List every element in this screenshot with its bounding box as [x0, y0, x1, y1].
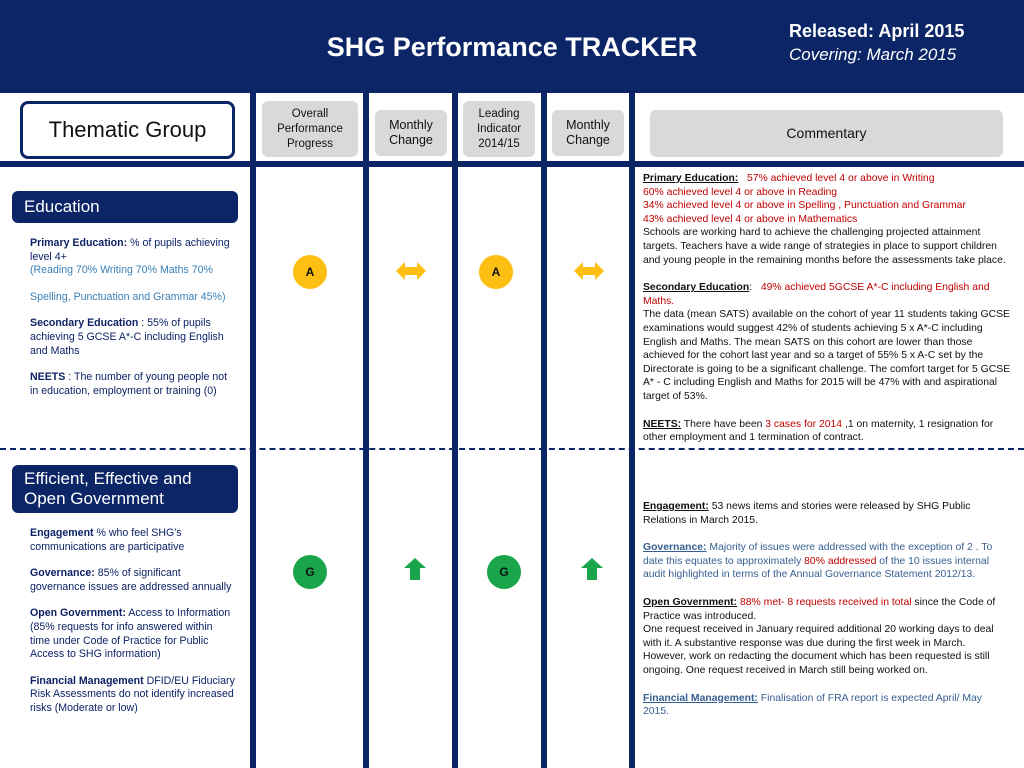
commentary-header: Commentary — [650, 110, 1003, 157]
government-measures — [30, 527, 235, 716]
education-commentary — [643, 172, 1013, 445]
page-title: SHG Performance TRACKER — [326, 32, 698, 62]
secondary-commentary: Secondary Education: 49% achieved 5GCSE A*-C including English and Maths. — [643, 282, 990, 307]
neets-commentary: NEETS: There have been 3 cases for 2014 ,1 on maternity, 1 resignation for other employment and 1 termination of contract. — [643, 418, 994, 444]
leading-rating-badge: A — [479, 255, 513, 289]
governance-commentary: Governance: Majority of issues were addressed with the exception of 2 . To date this equates to approximately 80% addressed of the 10 issues internal audit highlighted in terms of the Annual Governance Statement 2012/13. — [643, 542, 993, 581]
column-divider — [363, 93, 369, 768]
government-commentary — [643, 500, 1008, 719]
engagement-measure: Engagement % who feel SHG's communications are participative — [30, 527, 185, 553]
open-government-measure: Open Government: Access to Information (85% requests for info answered within time under Code of Practice for Public Access to SHG information) — [30, 607, 231, 661]
double-arrow-icon — [396, 261, 426, 286]
monthly-change-header: Monthly Change — [375, 110, 447, 156]
neets-measure: NEETS : The number of young people not in education, employment or training (0) — [30, 371, 228, 397]
financial-measure: Financial Management DFID/EU Fiduciary Risk Assessments do not identify increased risks (Moderate or low) — [30, 674, 235, 714]
governance-measure: Governance: 85% of significant governance issues are addressed annually — [30, 567, 232, 593]
government-heading: Efficient, Effective and Open Government — [12, 465, 238, 513]
up-arrow-icon — [581, 558, 603, 585]
primary-maths: 43% achieved level 4 or above in Mathematics — [643, 213, 858, 225]
education-measures — [30, 237, 235, 398]
released-date: Released: April 2015 — [789, 21, 965, 41]
section-separator — [0, 448, 1024, 450]
leading-indicator-header: Leading Indicator 2014/15 — [463, 101, 535, 157]
overall-rating-badge: A — [293, 255, 327, 289]
up-arrow-icon — [404, 558, 426, 585]
open-government-body: One request received in January required additional 20 working days to deal with it. A substantive response was due during the first week in March. However, work on redacting the document which has been requested is still ongoing. One request received in March still being worked on. — [643, 624, 994, 676]
column-divider — [541, 93, 547, 768]
primary-body: Schools are working hard to achieve the challenging projected attainment targets. Teachers have a wide range of strategies in place to support children and young people in the remaining months before the assessments take place. — [643, 227, 1006, 266]
overall-progress-header: Overall Performance Progress — [262, 101, 358, 157]
engagement-commentary: Engagement: 53 news items and stories were released by SHG Public Relations in March 2015. — [643, 501, 971, 526]
open-government-commentary: Open Government: 88% met- 8 requests received in total since the Code of Practice was introduced. — [643, 596, 996, 622]
secondary-measure: Secondary Education : 55% of pupils achieving 5 GCSE A*-C including English and Maths — [30, 317, 224, 357]
primary-subjects: (Reading 70% Writing 70% Maths 70% — [30, 264, 213, 277]
covering-period: Covering: March 2015 — [789, 45, 957, 64]
primary-measure: Primary Education: % of pupils achieving level 4+ — [30, 237, 230, 263]
primary-spag: 34% achieved level 4 or above in Spelling , Punctuation and Grammar — [643, 200, 966, 212]
monthly-change-header: Monthly Change — [552, 110, 624, 156]
education-heading: Education — [12, 191, 238, 223]
row-divider — [0, 161, 1024, 167]
column-divider — [452, 93, 458, 768]
primary-reading: 60% achieved level 4 or above in Reading — [643, 186, 838, 198]
double-arrow-icon — [574, 261, 604, 286]
leading-rating-badge: G — [487, 555, 521, 589]
column-divider — [250, 93, 256, 768]
primary-commentary: Primary Education: 57% achieved level 4 or above in Writing — [643, 173, 935, 184]
primary-spag: Spelling, Punctuation and Grammar 45%) — [30, 290, 226, 303]
overall-rating-badge: G — [293, 555, 327, 589]
financial-commentary: Financial Management: Finalisation of FRA report is expected April/ May 2015. — [643, 692, 982, 718]
column-divider — [629, 93, 635, 768]
secondary-body: The data (mean SATS) available on the cohort of year 11 students taking GCSE examinations would suggest 42% of students achieving 5 x A*-C including English and Maths. The mean SATS on this cohort are lower than those achieved for the cohort last year and so a target of 55% 5 x A-C set by the Directorate is going to be a significant challenge. The comfort target for 5 GCSE A* - C including English and Maths for 2015 will be 47% with and aspirational target of 53%. — [643, 309, 1011, 402]
thematic-group-header: Thematic Group — [20, 101, 235, 159]
